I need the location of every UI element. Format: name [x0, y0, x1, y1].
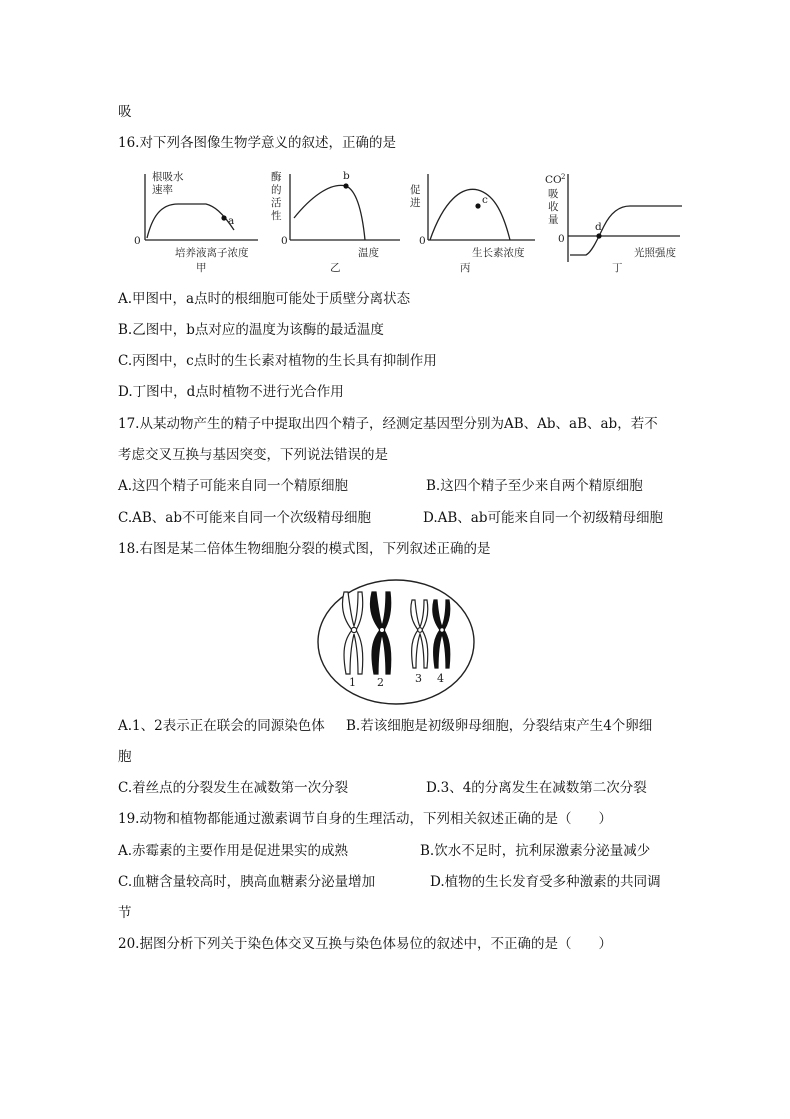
bing-ylabel-1: 进: [410, 197, 421, 209]
chromosome-label-2: 2: [377, 676, 384, 689]
q16-option-a: A.甲图中，a点时的根细胞可能处于质壁分离状态: [118, 291, 411, 307]
q18-option-c: C.着丝点的分裂发生在减数第一次分裂: [118, 780, 349, 796]
point-c: [475, 203, 480, 208]
ding-point-label: d: [595, 221, 602, 233]
continuation-text: 吸: [118, 104, 132, 120]
chromosome-4: [433, 600, 450, 668]
ding-caption: 丁: [612, 262, 623, 274]
q16-option-c: C.丙图中，c点时的生长素对植物的生长具有抑制作用: [118, 353, 437, 369]
q17-option-c: C.AB、ab不可能来自同一个次级精母细胞: [118, 510, 371, 526]
jia-xlabel: 培养液离子浓度: [175, 247, 249, 259]
q18-cell-diagram: [316, 578, 476, 706]
bing-xlabel: 生长素浓度: [472, 247, 525, 259]
ding-ylabel-co2: CO: [545, 174, 562, 186]
q16-stem: 16.对下列各图像生物学意义的叙述，正确的是: [118, 135, 396, 151]
jia-origin: 0: [134, 235, 141, 247]
chromosome-3: [411, 600, 428, 668]
yi-ylabel-2: 活: [271, 197, 282, 209]
yi-caption: 乙: [330, 262, 341, 274]
yi-ylabel-0: 酶: [271, 171, 282, 183]
yi-ylabel-3: 性: [271, 210, 282, 222]
q19-stem: 19.动物和植物都能通过激素调节自身的生理活动，下列相关叙述正确的是（ ）: [118, 811, 612, 827]
q16-option-b: B.乙图中，b点对应的温度为该酶的最适温度: [118, 322, 384, 338]
q18-option-d: D.3、4的分离发生在减数第二次分裂: [426, 780, 647, 796]
q18-option-b-line2: 胞: [118, 749, 132, 765]
q20-stem: 20.据图分析下列关于染色体交叉互换与染色体易位的叙述中，不正确的是（ ）: [118, 936, 612, 952]
jia-ylabel-2: 速率: [152, 184, 173, 196]
bing-caption: 丙: [460, 262, 471, 274]
q17-option-d: D.AB、ab可能来自同一个初级精母细胞: [423, 510, 663, 526]
point-a: [221, 215, 226, 220]
q16-option-d: D.丁图中，d点时植物不进行光合作用: [118, 384, 344, 400]
bing-point-label: c: [482, 194, 488, 206]
graph-bing: [428, 174, 535, 240]
ding-xlabel: 光照强度: [634, 247, 676, 259]
ding-ylabel-sub: 2: [561, 173, 566, 181]
q17-stem-line2: 考虑交叉互换与基因突变，下列说法错误的是: [118, 447, 388, 463]
ding-ylabel-2: 量: [548, 214, 559, 226]
q19-option-d-line2: 节: [118, 905, 132, 921]
yi-xlabel: 温度: [358, 247, 379, 259]
jia-caption: 甲: [196, 262, 207, 274]
bing-ylabel-0: 促: [410, 184, 421, 196]
chromosome-1: [342, 592, 362, 674]
q19-option-d-line1: D.植物的生长发育受多种激素的共同调: [430, 874, 661, 890]
chromosome-label-1: 1: [349, 676, 356, 689]
chromosome-label-4: 4: [437, 672, 444, 685]
bing-origin: 0: [419, 235, 426, 247]
q19-option-c: C.血糖含量较高时，胰高血糖素分泌量增加: [118, 874, 376, 890]
q16-graphs: [0, 160, 790, 290]
chromosome-2: [370, 592, 390, 674]
q17-option-a: A.这四个精子可能来自同一个精原细胞: [118, 478, 349, 494]
yi-origin: 0: [281, 235, 288, 247]
q18-stem: 18.右图是某二倍体生物细胞分裂的模式图，下列叙述正确的是: [118, 541, 491, 557]
ding-origin: 0: [558, 233, 565, 245]
jia-ylabel-1: 根吸水: [152, 171, 184, 183]
chromosome-label-3: 3: [415, 672, 422, 685]
ding-ylabel-0: 吸: [548, 188, 559, 200]
q17-stem-line1: 17.从某动物产生的精子中提取出四个精子，经测定基因型分别为AB、Ab、aB、ab，若不: [118, 416, 658, 432]
q17-option-b: B.这四个精子至少来自两个精原细胞: [426, 478, 643, 494]
q19-option-a: A.赤霉素的主要作用是促进果实的成熟: [118, 843, 349, 859]
q18-option-a: A.1、2表示正在联会的同源染色体: [118, 718, 325, 734]
point-b: [343, 183, 348, 188]
q19-option-b: B.饮水不足时，抗利尿激素分泌量减少: [420, 843, 651, 859]
q18-option-b-line1: B.若该细胞是初级卵母细胞，分裂结束产生4个卵细: [346, 718, 653, 734]
yi-point-label: b: [343, 170, 350, 182]
jia-point-label: a: [228, 215, 235, 227]
ding-ylabel-1: 收: [548, 201, 559, 213]
point-d: [596, 233, 601, 238]
yi-ylabel-1: 的: [271, 184, 282, 196]
